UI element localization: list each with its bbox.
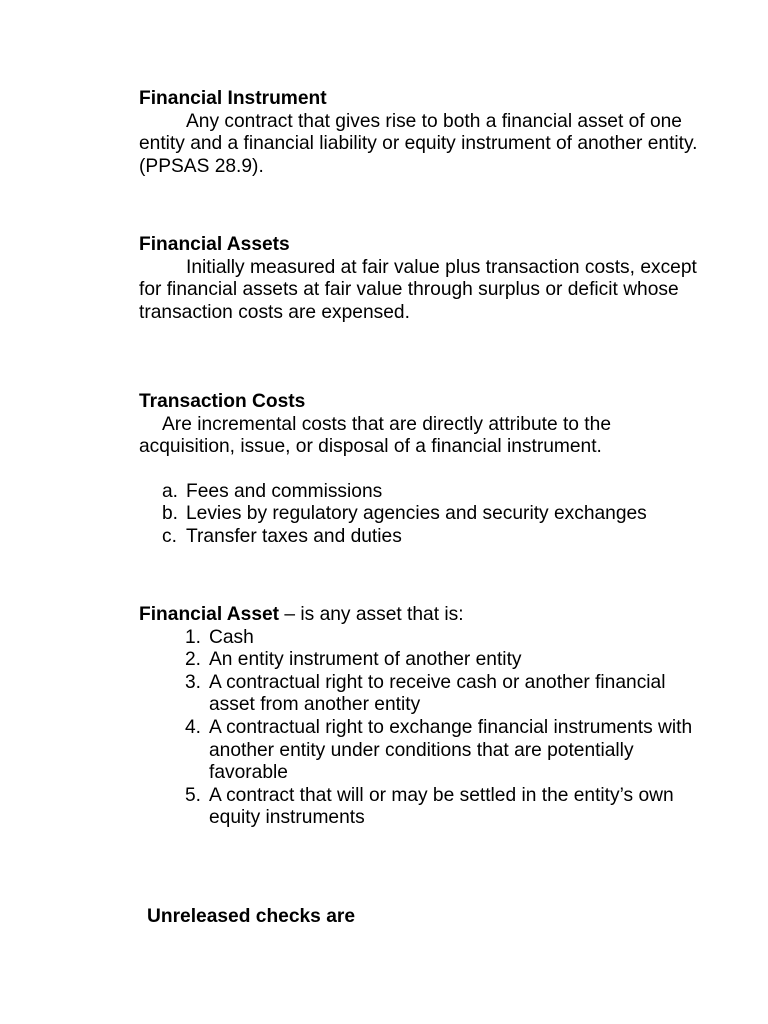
- heading-financial-instrument: Financial Instrument: [139, 88, 327, 109]
- list-item: [139, 785, 699, 830]
- list-item-text: Transfer taxes and duties: [186, 525, 402, 547]
- list-marker: c.: [162, 525, 177, 547]
- financial-asset-definition-line: [139, 604, 699, 627]
- list-marker: 4.: [185, 716, 202, 738]
- list-marker: a.: [162, 480, 179, 502]
- section-financial-assets: [139, 234, 699, 324]
- transaction-costs-list: [139, 481, 699, 549]
- list-item-text: An entity instrument of another entity: [209, 649, 522, 671]
- financial-asset-intro: – is any asset that is:: [279, 604, 464, 625]
- paragraph-financial-assets: Initially measured at fair value plus transaction costs, except for financial assets at fair value through surplus or deficit whose transaction costs are expensed.: [139, 256, 697, 323]
- list-item: [139, 503, 699, 526]
- section-financial-instrument: [139, 88, 699, 178]
- list-item: [139, 717, 699, 785]
- list-item: [139, 627, 699, 650]
- list-marker: 1.: [185, 626, 202, 648]
- heading-unreleased-checks: Unreleased checks are: [147, 906, 355, 927]
- section-financial-asset-definition: [139, 604, 699, 830]
- list-item-text: Levies by regulatory agencies and security exchanges: [186, 503, 647, 525]
- list-marker: 5.: [185, 784, 202, 806]
- section-unreleased-checks: [147, 906, 707, 929]
- paragraph-transaction-costs: Are incremental costs that are directly attribute to the acquisition, issue, or disposal of a financial instrument.: [139, 413, 611, 458]
- list-item-text: A contractual right to receive cash or another financial asset from another entity: [209, 671, 666, 716]
- section-transaction-costs: [139, 391, 699, 549]
- list-marker: 3.: [185, 671, 202, 693]
- heading-financial-asset: Financial Asset: [139, 604, 280, 625]
- heading-transaction-costs: Transaction Costs: [139, 391, 306, 412]
- list-item-text: A contract that will or may be settled in the entity’s own equity instruments: [209, 784, 674, 829]
- paragraph-financial-instrument: Any contract that gives rise to both a financial asset of one entity and a financial liability or equity instrument of another entity. (PPSAS 28.9).: [139, 110, 698, 177]
- list-marker: b.: [162, 503, 179, 525]
- list-item-text: A contractual right to exchange financial instruments with another entity under conditions that are potentially favorable: [209, 716, 693, 784]
- financial-asset-list: [139, 627, 699, 830]
- list-marker: 2.: [185, 649, 202, 671]
- heading-financial-assets: Financial Assets: [139, 234, 290, 255]
- list-item-text: Fees and commissions: [186, 480, 383, 502]
- list-item-text: Cash: [209, 626, 254, 648]
- list-item: [139, 649, 699, 672]
- list-item: [139, 672, 699, 717]
- list-item: [139, 481, 699, 504]
- list-item: [139, 526, 699, 549]
